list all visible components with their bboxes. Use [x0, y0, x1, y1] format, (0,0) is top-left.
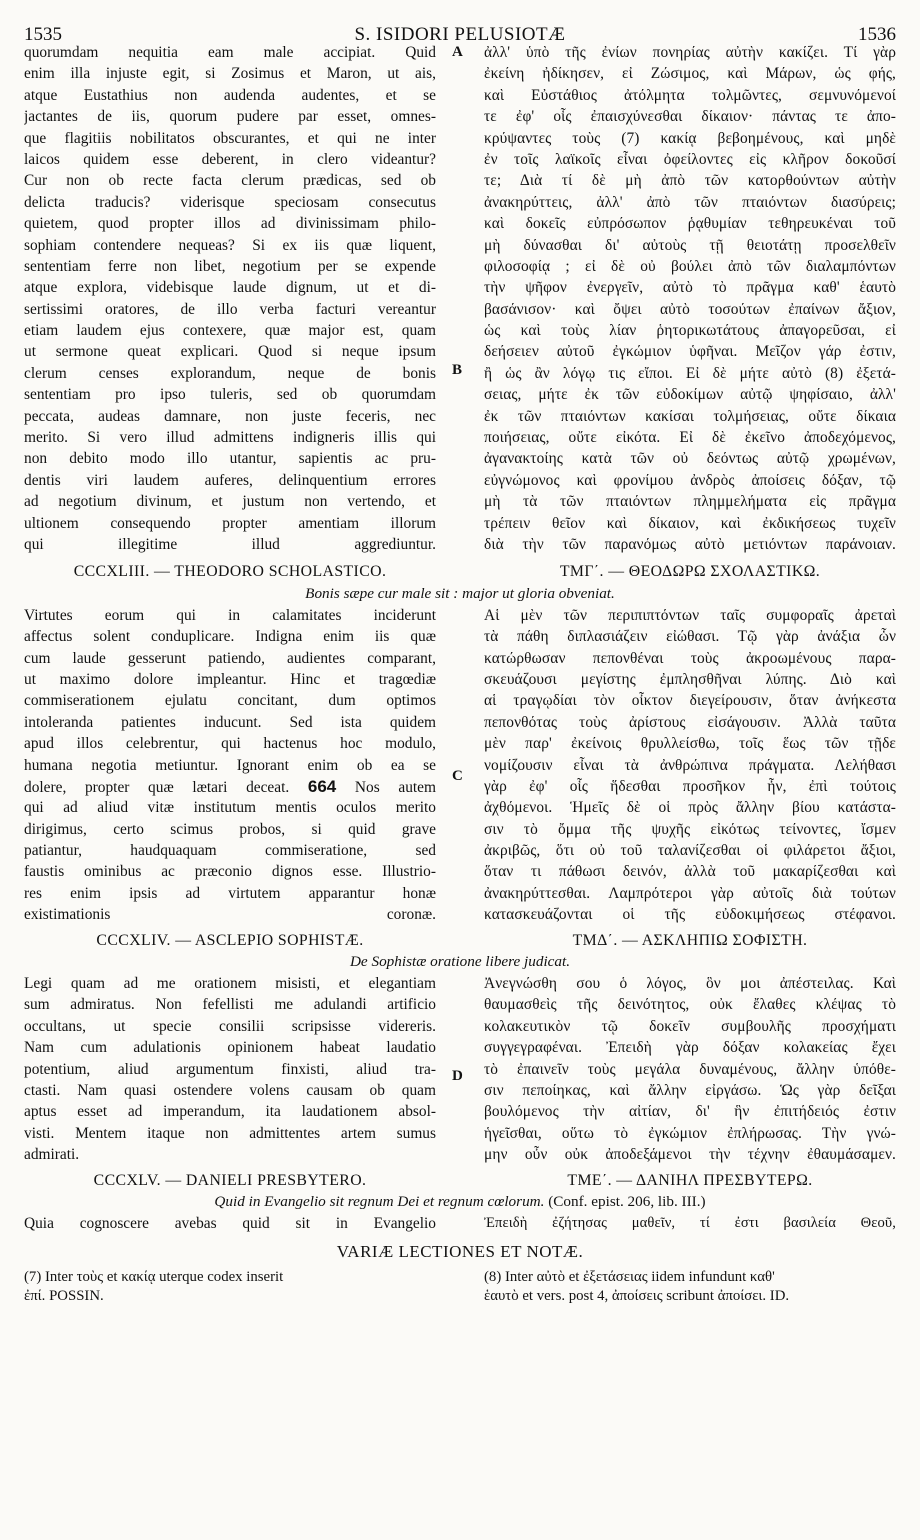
text-line — [24, 776, 436, 797]
latin-column — [24, 973, 436, 1166]
text-line: μην οὖν οὐκ ἀποδεξάμενοι τὴν τέχνην ἐθαυμάσαμεν. — [484, 1146, 896, 1164]
text-line: aptus esset ad imperandum, ita laudationem absol- — [24, 1103, 436, 1121]
greek-column — [484, 42, 896, 555]
text-line: existimationis coronæ. — [24, 906, 436, 924]
text-line: sertissimi oratores, de illo verba facturi vereantur — [24, 300, 436, 318]
text-line: εὐγνώμονος καὶ φρονίμου ἀνδρὸς ἀποίσεις δόξαν, τῷ — [484, 471, 896, 489]
text-line: humana negotia metiuntur. Ignorant enim ob ea se — [24, 756, 436, 774]
margin-letter-c: C — [452, 768, 463, 784]
text-line: ut maximo dolore impleantur. Hinc et tragœdiæ — [24, 670, 436, 688]
text-line: αἱ τραγῳδίαι τὸν οἶκτον διεγείρουσιν, ὅταν ἀνήκεστα — [484, 692, 896, 710]
text-line: Virtutes eorum qui in calamitates inciderunt — [24, 606, 436, 624]
text-line: τὴν ψῆφον ἐνεργεῖν, αὐτὸ τὸ πρᾶγμα καθ' ἑαυτὸ — [484, 279, 896, 297]
letter-summary — [24, 1191, 896, 1213]
text-fragment: dolere, propter quæ lætari deceat. — [24, 778, 290, 796]
note-right — [484, 1268, 896, 1306]
text-line: sententiam ferre non libet, negotium per se expende — [24, 257, 436, 275]
letter-summary: Bonis sæpe cur male sit : major ut gloria obveniat. — [305, 584, 615, 602]
notes — [24, 1268, 896, 1306]
text-line: commiserationem ejulatu concitant, dum optimos — [24, 692, 436, 710]
text-line: φιλοσοφίᾳ ; εἰ δὲ οὐ βούλει ἀπὸ τῶν διαλαμπόντων — [484, 257, 896, 275]
text-line: non debito modo illo utantur, sapientis ac pru- — [24, 450, 436, 468]
text-line: quorumdam nequitia eam male accipiat. Quid — [24, 44, 436, 61]
section-2 — [24, 605, 896, 926]
section-4-headings — [24, 1170, 896, 1191]
text-line: dentis viri laudem auferes, delinquentium errores — [24, 471, 436, 489]
text-line: qui ad aliud vitæ institutum mentis oculos merito — [24, 799, 436, 817]
note-line: (8) Inter αὐτὸ et ἐξετάσειας iidem infundunt καθ' — [484, 1269, 775, 1286]
text-line: visti. Mentem itaque non admittentes artem sumus — [24, 1124, 436, 1142]
text-line: patiantur, haudquaquam commiseratione, sed — [24, 842, 436, 860]
text-line: ἀκριβῶς, ὅτι οὐ τοῦ ταλανίζεσθαι οἱ φιλάρετοι ἄξιοι, — [484, 842, 896, 860]
text-line: enim illa injuste egit, si Zosimus et Maron, ut ais, — [24, 65, 436, 83]
greek-line: Ἐπειδὴ ἐζήτησας μαθεῖν, τί ἐστι βασιλεία Θεοῦ, — [484, 1214, 896, 1231]
text-line: intolerandа patientes inducunt. Sed ista quidem — [24, 713, 436, 731]
text-line: τε; Διὰ τί δὲ μὴ ἀπὸ τῶν κατορθούντων αὐτὴν — [484, 172, 896, 190]
text-line: ad negotium divinum, et justum non vertendo, et — [24, 493, 436, 511]
text-line: τρέπειν θεῖον καὶ δίκαιον, καὶ ἐκδικήσεως τυχεῖν — [484, 514, 896, 532]
text-line: faustis ominibus ac præconio dignos esse. Illustrio- — [24, 863, 436, 881]
letter-heading-latin: CCCXLIII. — THEODORO SCHOLASTICO. — [73, 563, 387, 581]
note-line: ἐπί. POSSIN. — [24, 1288, 104, 1305]
note-line: (7) Inter τοὺς et κακίᾳ uterque codex inserit — [24, 1269, 284, 1286]
text-line: cum laude gesserunt patiendo, audientes comparant, — [24, 649, 436, 667]
text-line: βουλόμενος τὴν αἰτίαν, δι' ἣν ἐπιτήδειός ἐστιν — [484, 1103, 896, 1121]
text-line: σειας, μήτε ἐκ τῶν εὐδοκίμων αὐτῷ ψηφίσαιο, ἀλλ' — [484, 386, 896, 404]
text-line: κατώρθωσαν πεπονθέναι τοὺς ἀκροωμένους παρα- — [484, 649, 896, 667]
text-line: συγγεγραφέναι. Ἐπειδὴ γὰρ δόξαν κολακείας ἔχει — [484, 1039, 896, 1057]
text-line: ἡγεῖσθαι, οὕτω τὸ ἐγκώμιον ἐπλήρωσας. Τὴν γνώ- — [484, 1124, 896, 1142]
text-line: κολακευτικὸν τῷ δοκεῖν συμβουλῆς προσχήματι — [484, 1017, 896, 1035]
section-4 — [24, 1213, 896, 1234]
page-number-left: 1535 — [24, 24, 62, 45]
margin-letter-b: B — [452, 362, 463, 378]
text-line: etiam laudem ejus contexere, quæ major est, quam — [24, 322, 436, 340]
text-line: σιν πεποίηκας, καὶ ἄλλην εἰργάσω. Ὡς γὰρ δεῖξαι — [484, 1081, 896, 1099]
text-line: καὶ δοκεῖς εὐπρόσωπον ῥᾳθυμίαν τεθηρευκέναι τοῦ — [484, 215, 896, 233]
notes-heading: VARIÆ LECTIONES ET NOTÆ. — [336, 1242, 584, 1262]
text-line: delicta traducis? viderisque speciosam consecutus — [24, 193, 436, 211]
text-line: ἐν τοῖς λαϊκοῖς εἶναι ὀφείλοντες εἰς κλῆρον δοκοῦσί — [484, 150, 896, 168]
section-2-headings — [24, 561, 896, 582]
text-line: καὶ Εὐστάθιος ἀτόλμητα τολμῶντες, σεμνυνόμενοί — [484, 86, 896, 104]
note-line: ἑαυτὸ et vers. post 4, ἀποίσεις scribunt ἀποίσει. ID. — [484, 1288, 790, 1305]
running-title: S. ISIDORI PELUSIOTÆ — [354, 24, 566, 45]
margin-letter-a: A — [452, 44, 463, 60]
letter-summary: De Sophistæ oratione libere judicat. — [349, 953, 571, 971]
text-line: ἀγανακτοίης κατὰ τῶν οὐ δεόντως αὐτῷ χρωμένων, — [484, 450, 896, 468]
latin-column — [24, 42, 436, 555]
text-line: ultionem consequendo propter amentiam illorum — [24, 514, 436, 532]
text-line: μὴ τὰ τῶν πταιόντων πλημμελήματα εἰς πρᾶγμα — [484, 493, 896, 511]
text-line: Legi quam ad me orationem misisti, et elegantiam — [24, 975, 436, 993]
text-line: κατασκευάζονται οἱ τῆς εὐδοκιμήσεως στέφανοι. — [484, 906, 896, 924]
summary-reference: (Conf. epist. 206, lib. III.) — [548, 1192, 706, 1210]
letter-heading-greek: ΤΜΕ΄. — ΔΑΝΙΗΛ ΠΡΕΣΒΥΤΕΡΩ. — [567, 1171, 813, 1189]
text-line: que flagitiis nobilitatos obscurantes, et qui ne inter — [24, 129, 436, 147]
text-line: jactantes de iis, quorum pudere par esset, omnes- — [24, 108, 436, 126]
text-line: πεπονθότας τοὺς ἀρίστους εἰσάγουσιν. Ἀλλὰ ταῦτα — [484, 713, 896, 731]
text-line: ἐκ τῶν πταιόντων κακίσαι τολμήσειας, οὔτε δίκαια — [484, 407, 896, 425]
text-line: ὡς καὶ τοὺς λίαν ῥητορικωτάτους ἀπαγορεῦσαι, εἰ — [484, 322, 896, 340]
text-line: τε ἐφ' οἷς ἐπαισχύνεσθαι δίκαιον· πάντας τε ἀπο- — [484, 108, 896, 126]
text-line: ἢ ὡς ἂν λόγῳ τις εἴποι. Εἰ δὲ μήτε αὐτὸ (8) ἐξετά- — [484, 364, 896, 382]
text-line: sum admiratus. Non fefellisti me adulandi artificio — [24, 996, 436, 1014]
text-fragment: Nos autem — [354, 778, 436, 796]
letter-heading-latin: CCCXLV. — DANIELI PRESBYTERO. — [93, 1171, 367, 1189]
text-line: ἀνακηρύττεις, ἀλλ' ἀπὸ τῶν πταιόντων διασύρεις; — [484, 193, 896, 211]
text-line: laicos quidem esse deberent, in clero videantur? — [24, 150, 436, 168]
text-line: ctasti. Nam quasi ostendere volens causam ob quam — [24, 1081, 436, 1099]
section-3-headings — [24, 930, 896, 951]
greek-column — [484, 605, 896, 926]
page-number-right: 1536 — [858, 24, 896, 45]
text-line: atque Eustathius non audenda audentes, et se — [24, 86, 436, 104]
text-line: θαυμασθεὶς τῆς δεινότητος, οὐκ ἔλαθες κλέψας τὸ — [484, 996, 896, 1014]
text-line: ποιήσειας, οὔτε εἰκότα. Εἰ δὲ ἐκεῖνο ἀποδεχόμενος, — [484, 429, 896, 447]
text-line: qui illegitime illud aggrediuntur. — [24, 535, 436, 553]
text-line: Αἱ μὲν τῶν περιπιπτόντων ταῖς συμφοραῖς ἀρεταὶ — [484, 606, 896, 624]
text-line: potentium, aliud argumentum finxisti, aliud tra- — [24, 1060, 436, 1078]
text-line: διὰ τὴν τῶν παρανόμως αὐτὸ μετιόντων παράνοιαν. — [484, 535, 896, 553]
text-line: Nam cum adulationis opinionem habeat laudatio — [24, 1039, 436, 1057]
text-line: apud illos celebrentur, qui hactenus hoc modulo, — [24, 735, 436, 753]
text-line: ἀνακηρύττεσθαι. Λαμπρότεροι γὰρ αὐτοῖς διὰ τούτων — [484, 884, 896, 902]
text-line: atque explora, videbisque laude dignum, ut et di- — [24, 279, 436, 297]
margin-letter-d: D — [452, 1068, 463, 1084]
text-line: σκευάζουσι μεγίστης ἐμπλησθῆναι λύπης. Διὸ καὶ — [484, 670, 896, 688]
latin-line: Quia cognoscere avebas quid sit in Evangelio — [24, 1214, 436, 1232]
letter-heading-greek: ΤΜΔ΄. — ΑΣΚΛΗΠΙΩ ΣΟΦΙΣΤΗ. — [572, 931, 808, 949]
page-header — [24, 0, 896, 45]
text-line: quietem, quod propter illos ad divinissimam philo- — [24, 215, 436, 233]
text-line: σιν τὸ ὄμμα τῆς ψυχῆς εἰκότως τείνοντες, ἴσμεν — [484, 820, 896, 838]
note-left — [24, 1268, 436, 1306]
letter-heading-latin: CCCXLIV. — ASCLEPIO SOPHISTÆ. — [96, 931, 364, 949]
section-1 — [24, 42, 896, 555]
text-line: γὰρ ἐφ' οἷς ἥδεσθαι προσῆκον ἦν, ἐπὶ τούτοις — [484, 777, 896, 795]
text-line: res enim ipsis ad virtutem apparantur honæ — [24, 884, 436, 902]
text-line: ut sermone queat explicari. Quod si neque ipsum — [24, 343, 436, 361]
text-line: sententiam pro ipso tuleris, sed ob quorumdam — [24, 386, 436, 404]
text-line: κρύψαντες τοὺς (7) κακίᾳ βεβοημένους, καὶ μηδὲ — [484, 129, 896, 147]
text-line: dirigimus, certo scimus probos, si quid grave — [24, 820, 436, 838]
text-line: ἐκείνη ἠδίκησεν, εἰ Ζώσιμος, καὶ Μάρων, ὡς φής, — [484, 65, 896, 83]
latin-column — [24, 605, 436, 926]
greek-column — [484, 973, 896, 1166]
text-line: merito. Si vero illud admittens indigneris illis qui — [24, 429, 436, 447]
letter-heading-greek: ΤΜΓ΄. — ΘΕΟΔΩΡΩ ΣΧΟΛΑΣΤΙΚΩ. — [559, 563, 821, 581]
text-line: μὴ δύνασθαι δι' αὐτοὺς τῇ θειοτάτῃ προσελθεῖν — [484, 236, 896, 254]
text-line: μὲν παρ' ἐκείνοις θρυλλείσθω, τοῖς ἕως τῶν τῇδε — [484, 735, 896, 753]
text-line: ἀχθόμενοι. Ἡμεῖς δὲ οἱ πρὸς ἄλλην βίου κατάστα- — [484, 799, 896, 817]
text-line: ἀλλ' ὑπὸ τῆς ἐνίων πονηρίας αὐτὴν κακίζει. Τί γὰρ — [484, 44, 896, 61]
summary-italic: Quid in Evangelio sit regnum Dei et regnum cœlorum. — [214, 1192, 545, 1210]
text-line: τὸ ἐπαινεῖν τοὺς μεγάλα δυναμένους, ἄλλην ὑπόθε- — [484, 1060, 896, 1078]
text-line: admirati. — [24, 1146, 80, 1164]
text-line: Cur non ob recte facta clerum prædicas, sed ob — [24, 172, 436, 190]
text-line: clerum censes explorandum, neque de bonis — [24, 364, 436, 382]
page-marker: 664 — [307, 776, 337, 796]
text-line: sophiam contendere nequeas? Si ex iis quæ liquent, — [24, 236, 436, 254]
text-line: peccata, audeas damnare, non juste feceris, nec — [24, 407, 436, 425]
text-line: βασάνισον· καὶ ὄψει αὐτὸ τοσούτων ἐπαίνων ἄξιον, — [484, 300, 896, 318]
text-line: ὅταν τι πάθωσι δεινόν, ἀλλὰ τοῦ μακαρίζεσθαι καὶ — [484, 863, 896, 881]
text-line: occultans, ut specie consilii scripsisse videreris. — [24, 1017, 436, 1035]
text-line: Ἀνεγνώσθη σου ὁ λόγος, ὃν μοι ἀπέστειλας. Καὶ — [484, 975, 896, 993]
text-line: affectus solent conduplicare. Indigna enim iis quæ — [24, 628, 436, 646]
text-line: δεήσειεν αὐτοῦ ἐγκώμιον ὑφῆναι. Μεῖζον γάρ ἐστιν, — [484, 343, 896, 361]
text-line: τὰ πάθη διπλασιάζειν εἰώθασι. Τῷ γὰρ ἀνάξια ὧν — [484, 628, 896, 646]
text-line: νομίζουσιν εἶναι τὰ ἀνθρώπινα πράγματα. Λελήθασι — [484, 756, 896, 774]
